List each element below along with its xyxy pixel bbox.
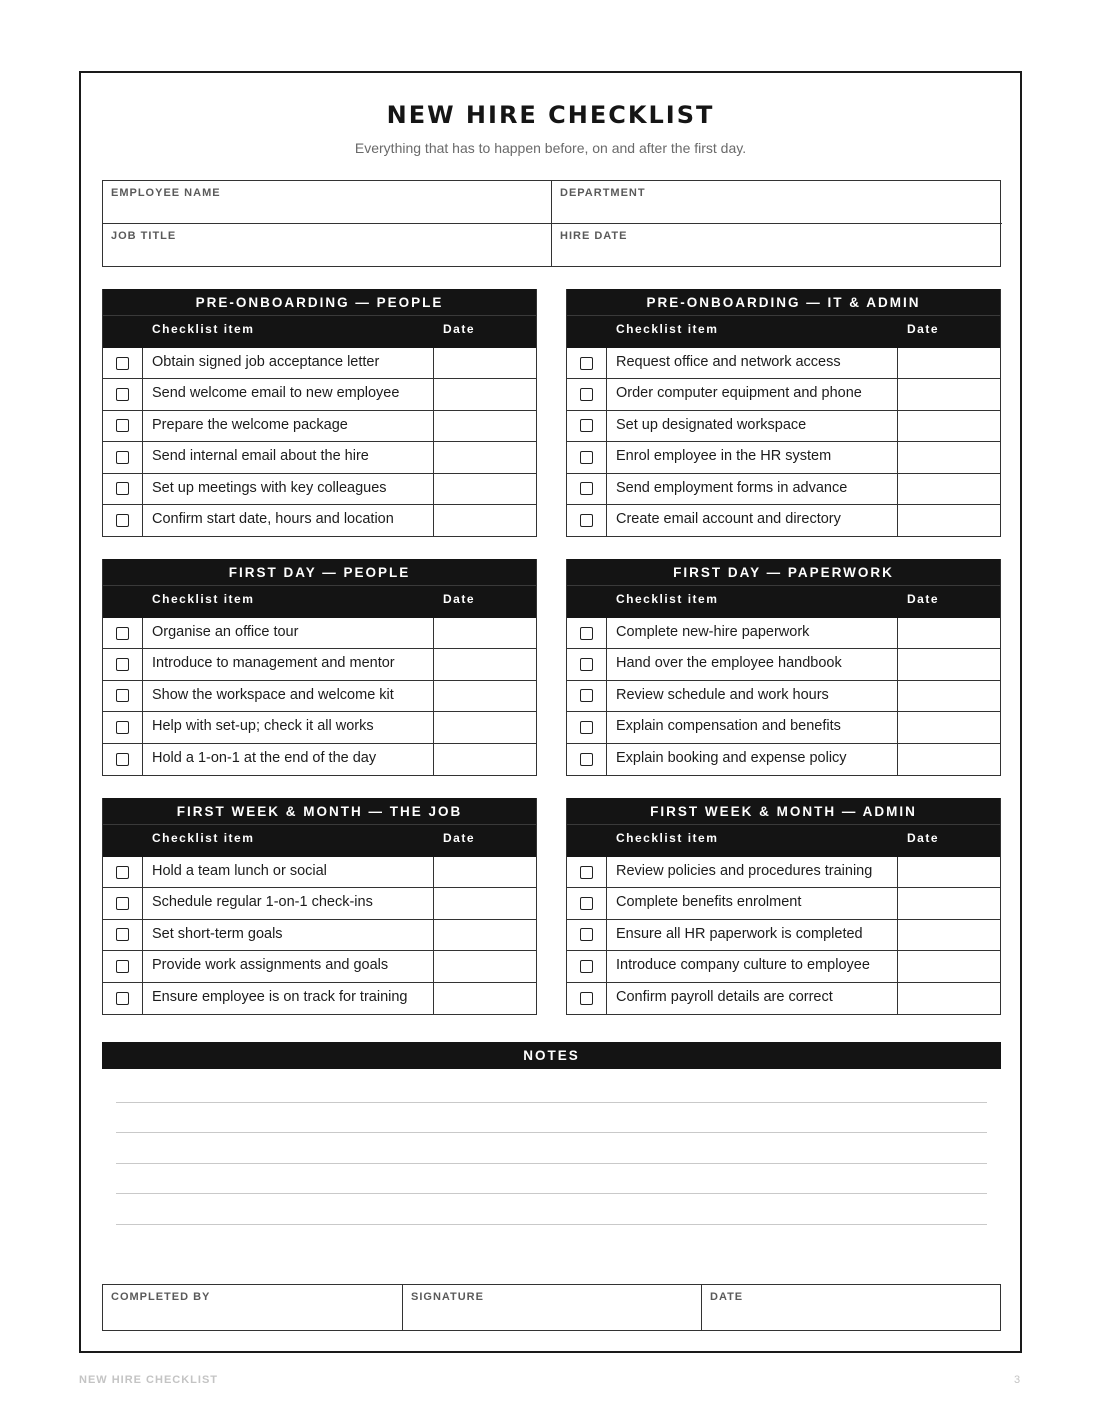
checklist-row [103, 348, 536, 379]
date-cell[interactable] [434, 411, 536, 441]
checkbox[interactable] [116, 992, 129, 1005]
checklist-row [103, 888, 536, 919]
section-title: FIRST DAY — PEOPLE [103, 559, 536, 586]
checklist-row [103, 442, 536, 473]
checklist-section [566, 559, 1001, 776]
checklist-item-label: Set short-term goals [143, 920, 434, 950]
date-column-header: Date [907, 592, 940, 606]
checkbox-cell [103, 649, 143, 679]
checkbox[interactable] [116, 960, 129, 973]
date-cell[interactable] [898, 411, 1000, 441]
checklist-row [567, 474, 1000, 505]
checkbox-cell [567, 649, 607, 679]
date-cell[interactable] [434, 474, 536, 504]
checklist-item-label: Show the workspace and welcome kit [143, 681, 434, 711]
date-cell[interactable] [434, 442, 536, 472]
date-cell[interactable] [898, 649, 1000, 679]
date-column-header: Date [443, 831, 476, 845]
checklist-section [102, 559, 537, 776]
checkbox-cell [103, 505, 143, 536]
checklist-row [103, 681, 536, 712]
checkbox[interactable] [580, 357, 593, 370]
checkbox[interactable] [580, 627, 593, 640]
checklist-item-label: Set up meetings with key colleagues [143, 474, 434, 504]
checklist-item-label: Confirm payroll details are correct [607, 983, 898, 1014]
date-cell[interactable] [898, 744, 1000, 775]
checklist-item-label: Order computer equipment and phone [607, 379, 898, 409]
completed-by-label: COMPLETED BY [111, 1291, 211, 1303]
checklist-item-label: Obtain signed job acceptance letter [143, 348, 434, 378]
checkbox-cell [567, 442, 607, 472]
checklist-item-label: Create email account and directory [607, 505, 898, 536]
checklist-row [567, 951, 1000, 982]
department-field[interactable] [552, 181, 1002, 224]
checklist-item-label: Review schedule and work hours [607, 681, 898, 711]
checklist-item-label: Request office and network access [607, 348, 898, 378]
date-cell[interactable] [898, 348, 1000, 378]
date-cell[interactable] [434, 681, 536, 711]
column-header-row [567, 586, 1000, 618]
column-header-row [103, 825, 536, 857]
checkbox-cell [103, 857, 143, 887]
checkbox-cell [103, 712, 143, 742]
checklist-row [567, 888, 1000, 919]
checkbox[interactable] [580, 866, 593, 879]
section-title: FIRST WEEK & MONTH — THE JOB [103, 798, 536, 825]
hire-date-label: HIRE DATE [560, 230, 628, 242]
checkbox-cell [103, 348, 143, 378]
section-title: PRE-ONBOARDING — IT & ADMIN [567, 289, 1000, 316]
notes-line[interactable] [116, 1193, 987, 1194]
checkbox[interactable] [580, 992, 593, 1005]
checkbox-column-header [103, 586, 143, 618]
department-label: DEPARTMENT [560, 187, 646, 199]
signoff-date-label: DATE [710, 1291, 744, 1303]
checklist-item-label: Schedule regular 1-on-1 check-ins [143, 888, 434, 918]
date-cell[interactable] [898, 618, 1000, 648]
checkbox[interactable] [116, 897, 129, 910]
checkbox-column-header [567, 586, 607, 618]
checkbox[interactable] [580, 753, 593, 766]
checklist-row [567, 411, 1000, 442]
checkbox-cell [567, 618, 607, 648]
checkbox[interactable] [116, 451, 129, 464]
checklist-row [103, 983, 536, 1014]
employee-name-field[interactable] [103, 181, 552, 224]
checklist-row [103, 618, 536, 649]
page-frame [79, 71, 1022, 1353]
checklist-item-label: Enrol employee in the HR system [607, 442, 898, 472]
checklist-row [103, 951, 536, 982]
notes-line[interactable] [116, 1224, 987, 1225]
checklist-item-label: Provide work assignments and goals [143, 951, 434, 981]
date-cell[interactable] [434, 888, 536, 918]
checklist-item-label: Send welcome email to new employee [143, 379, 434, 409]
date-cell[interactable] [434, 348, 536, 378]
checklist-row [567, 920, 1000, 951]
checkbox[interactable] [580, 897, 593, 910]
notes-line[interactable] [116, 1132, 987, 1133]
signature-label: SIGNATURE [411, 1291, 484, 1303]
checklist-row [103, 744, 536, 775]
checkbox-cell [567, 744, 607, 775]
date-cell[interactable] [898, 857, 1000, 887]
checkbox-cell [567, 888, 607, 918]
date-cell[interactable] [898, 712, 1000, 742]
date-cell[interactable] [434, 857, 536, 887]
date-column-header: Date [907, 322, 940, 336]
checkbox[interactable] [116, 419, 129, 432]
date-cell[interactable] [898, 474, 1000, 504]
checklist-item-label: Prepare the welcome package [143, 411, 434, 441]
checkbox-cell [567, 411, 607, 441]
column-header-row [567, 825, 1000, 857]
checkbox-cell [103, 681, 143, 711]
date-cell[interactable] [434, 712, 536, 742]
hire-date-field[interactable] [552, 224, 1002, 267]
column-header-row [103, 316, 536, 348]
checkbox[interactable] [116, 658, 129, 671]
date-cell[interactable] [434, 618, 536, 648]
checklist-row [103, 920, 536, 951]
checkbox[interactable] [580, 689, 593, 702]
employee-name-label: EMPLOYEE NAME [111, 187, 221, 199]
checklist-item-label: Ensure employee is on track for training [143, 983, 434, 1014]
checklist-item-label: Introduce to management and mentor [143, 649, 434, 679]
checklist-row [567, 505, 1000, 536]
checkbox-cell [567, 983, 607, 1014]
employee-info-grid [102, 180, 1001, 267]
date-column-header: Date [443, 592, 476, 606]
date-cell[interactable] [434, 379, 536, 409]
checkbox[interactable] [580, 928, 593, 941]
checklist-item-label: Review policies and procedures training [607, 857, 898, 887]
checklist-item-label: Organise an office tour [143, 618, 434, 648]
date-cell[interactable] [898, 888, 1000, 918]
checkbox-cell [103, 888, 143, 918]
checklist-section [566, 798, 1001, 1015]
completed-by-field[interactable] [103, 1285, 403, 1330]
date-cell[interactable] [898, 983, 1000, 1014]
checklist-item-label: Help with set-up; check it all works [143, 712, 434, 742]
checkbox[interactable] [116, 721, 129, 734]
date-cell[interactable] [898, 951, 1000, 981]
checkbox-cell [567, 712, 607, 742]
item-column-header: Checklist item [616, 831, 719, 845]
checkbox[interactable] [116, 753, 129, 766]
checkbox[interactable] [116, 689, 129, 702]
checklist-row [567, 379, 1000, 410]
checklist-item-label: Hold a team lunch or social [143, 857, 434, 887]
item-column-header: Checklist item [152, 322, 255, 336]
checkbox-cell [567, 681, 607, 711]
checklist-item-label: Introduce company culture to employee [607, 951, 898, 981]
checklist-row [103, 712, 536, 743]
checkbox[interactable] [580, 721, 593, 734]
checkbox-cell [567, 505, 607, 536]
checkbox-cell [103, 951, 143, 981]
checkbox[interactable] [116, 627, 129, 640]
footer-title: NEW HIRE CHECKLIST [79, 1374, 218, 1386]
checkbox-cell [103, 411, 143, 441]
checklist-row [567, 712, 1000, 743]
date-cell[interactable] [434, 649, 536, 679]
job-title-field[interactable] [103, 224, 552, 267]
checkbox[interactable] [116, 928, 129, 941]
checklist-item-label: Explain compensation and benefits [607, 712, 898, 742]
checklist-row [103, 379, 536, 410]
checkbox-cell [567, 920, 607, 950]
signoff-grid [102, 1284, 1001, 1331]
checklist-row [103, 411, 536, 442]
column-header-row [567, 316, 1000, 348]
date-cell[interactable] [898, 442, 1000, 472]
date-column-header: Date [907, 831, 940, 845]
checklist-section [566, 289, 1001, 537]
date-cell[interactable] [898, 379, 1000, 409]
date-cell[interactable] [434, 983, 536, 1014]
checklist-item-label: Explain booking and expense policy [607, 744, 898, 775]
section-title: FIRST WEEK & MONTH — ADMIN [567, 798, 1000, 825]
checkbox-cell [567, 348, 607, 378]
checklist-section [102, 798, 537, 1015]
date-cell[interactable] [898, 681, 1000, 711]
checklist-row [103, 649, 536, 680]
checklist-row [567, 983, 1000, 1014]
checklist-row [567, 618, 1000, 649]
checkbox[interactable] [116, 357, 129, 370]
checklist-item-label: Hand over the employee handbook [607, 649, 898, 679]
section-title: PRE-ONBOARDING — PEOPLE [103, 289, 536, 316]
signoff-date-field[interactable] [702, 1285, 1002, 1330]
checkbox-cell [103, 474, 143, 504]
checklist-row [103, 857, 536, 888]
date-cell[interactable] [434, 744, 536, 775]
checkbox-cell [103, 983, 143, 1014]
page-number: 3 [1014, 1374, 1021, 1386]
date-cell[interactable] [434, 951, 536, 981]
checkbox[interactable] [116, 388, 129, 401]
checklist-item-label: Complete benefits enrolment [607, 888, 898, 918]
checklist-item-label: Send employment forms in advance [607, 474, 898, 504]
item-column-header: Checklist item [616, 592, 719, 606]
checklist-row [567, 857, 1000, 888]
checklist-row [567, 649, 1000, 680]
signature-field[interactable] [403, 1285, 702, 1330]
checkbox-cell [567, 951, 607, 981]
page-title: NEW HIRE CHECKLIST [386, 101, 715, 129]
checklist-item-label: Ensure all HR paperwork is completed [607, 920, 898, 950]
checkbox-cell [103, 744, 143, 775]
checkbox-cell [103, 442, 143, 472]
date-column-header: Date [443, 322, 476, 336]
checklist-row [567, 348, 1000, 379]
checkbox-column-header [567, 316, 607, 348]
checklist-row [567, 744, 1000, 775]
item-column-header: Checklist item [152, 831, 255, 845]
checkbox-cell [103, 618, 143, 648]
checklist-item-label: Confirm start date, hours and location [143, 505, 434, 536]
checkbox[interactable] [580, 419, 593, 432]
notes-line[interactable] [116, 1163, 987, 1164]
checkbox[interactable] [580, 451, 593, 464]
checkbox-cell [567, 474, 607, 504]
checkbox[interactable] [580, 388, 593, 401]
checkbox[interactable] [116, 482, 129, 495]
checklist-row [567, 442, 1000, 473]
checkbox-cell [103, 920, 143, 950]
column-header-row [103, 586, 536, 618]
checklist-item-label: Set up designated workspace [607, 411, 898, 441]
checkbox[interactable] [116, 866, 129, 879]
checkbox[interactable] [580, 960, 593, 973]
checkbox[interactable] [580, 482, 593, 495]
notes-line[interactable] [116, 1102, 987, 1103]
date-cell[interactable] [898, 920, 1000, 950]
checkbox-column-header [103, 316, 143, 348]
checkbox[interactable] [116, 514, 129, 527]
checkbox-cell [567, 857, 607, 887]
date-cell[interactable] [434, 920, 536, 950]
checklist-row [567, 681, 1000, 712]
checkbox-cell [567, 379, 607, 409]
checklist-item-label: Hold a 1-on-1 at the end of the day [143, 744, 434, 775]
item-column-header: Checklist item [616, 322, 719, 336]
checkbox-column-header [567, 825, 607, 857]
date-cell[interactable] [434, 505, 536, 536]
date-cell[interactable] [898, 505, 1000, 536]
checklist-item-label: Send internal email about the hire [143, 442, 434, 472]
checklist-row [103, 505, 536, 536]
item-column-header: Checklist item [152, 592, 255, 606]
checkbox[interactable] [580, 514, 593, 527]
checkbox-column-header [103, 825, 143, 857]
checkbox[interactable] [580, 658, 593, 671]
checkbox-cell [103, 379, 143, 409]
checklist-row [103, 474, 536, 505]
page-subtitle: Everything that has to happen before, on and after the first day. [354, 140, 747, 156]
checklist-section [102, 289, 537, 537]
checklist-item-label: Complete new-hire paperwork [607, 618, 898, 648]
job-title-label: JOB TITLE [111, 230, 177, 242]
section-title: FIRST DAY — PAPERWORK [567, 559, 1000, 586]
notes-header: NOTES [102, 1042, 1001, 1069]
